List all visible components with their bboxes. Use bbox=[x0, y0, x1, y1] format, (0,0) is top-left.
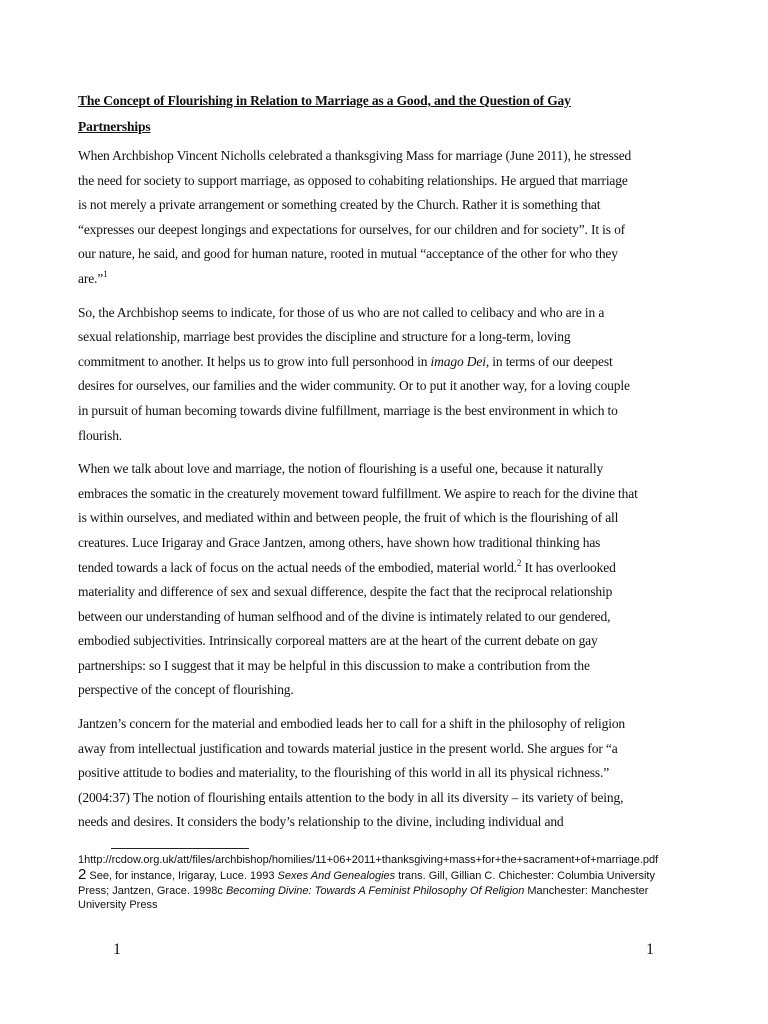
paragraph-3-text-start: When we talk about love and marriage, the notion of flourishing is a useful one, because it naturally embraces the somatic in the creaturely movement toward fulfillment. We aspire to reach for the divine that is within ourselves, and mediated within and between people, the fruit of which is the flourishing of all creatures. Luce Irigaray and Grace Jantzen, among others, have shown how traditional thinking has tended towards a lack of focus on the actual needs of the embodied, material world. bbox=[78, 461, 638, 575]
footnote-ref-1[interactable]: 1 bbox=[103, 268, 108, 279]
footnote-2-italic-title-1: Sexes And Genealogies bbox=[277, 869, 396, 882]
paragraph-1 bbox=[78, 144, 638, 292]
paragraph-3-text-end: It has overlooked materiality and difference of sex and sexual difference, despite the fact that the reciprocal relationship between our understanding of human selfhood and of the divine is intimately related to our gendered, embodied subjectivities. Intrinsically corporeal matters are at the heart of the current debate on gay partnerships: so I suggest that it may be helpful in this discussion to make a contribution from the perspective of the concept of flourishing. bbox=[78, 559, 616, 698]
footnote-2-text-middle: trans. Gill, Gillian C. Chichester: Columbia University Press; Jantzen, Grace. 1998c bbox=[78, 869, 655, 897]
page-number-right: 1 bbox=[646, 941, 654, 958]
paragraph-2-text-end: , in terms of our deepest desires for ourselves, our families and the wider community. Or to put it another way, for a loving couple in pursuit of human becoming towards divine fulfillment, marriage is the best environment in which to flourish. bbox=[78, 353, 630, 443]
paragraph-4-text: Jantzen’s concern for the material and embodied leads her to call for a shift in the philosophy of religion away from intellectual justification and towards material justice in the present world. She argues for “a positive attitude to bodies and materiality, to the flourishing of this world in all its physical richness.” (2004:37) The notion of flourishing entails attention to the body in all its diversity – its variety of being, needs and desires. It considers the body’s relationship to the divine, including individual and bbox=[78, 716, 626, 830]
document-title: The Concept of Flourishing in Relation to Marriage as a Good, and the Question of Gay Partnerships bbox=[78, 93, 571, 134]
paragraph-3 bbox=[78, 457, 638, 703]
paragraph-2-text-start: So, the Archbishop seems to indicate, for those of us who are not called to celibacy and who are in a sexual relationship, marriage best provides the discipline and structure for a long-term, loving commitment to another. It helps us to grow into full personhood in bbox=[78, 304, 605, 369]
footnote-1-number: 1 bbox=[78, 854, 85, 866]
paragraph-2 bbox=[78, 301, 638, 449]
document-body bbox=[78, 88, 638, 844]
footnote-1 bbox=[78, 853, 658, 868]
footnote-1-link[interactable]: http://rcdow.org.uk/att/files/archbishop/homilies/11+06+2011+thanksgiving+mass+for+the+sacrament+of+marriage.pdf bbox=[84, 854, 659, 866]
paragraph-2-italic: imago Dei bbox=[430, 353, 486, 369]
page-number-left: 1 bbox=[113, 941, 121, 958]
footnotes bbox=[78, 853, 658, 913]
footnote-separator bbox=[111, 848, 249, 849]
footnote-2-text-start: See, for instance, Irigaray, Luce. 1993 bbox=[86, 869, 278, 882]
footnote-ref-2[interactable]: 2 bbox=[516, 557, 522, 568]
footnote-2-number: 2 bbox=[78, 865, 87, 883]
footnote-2-text-end: Manchester: Manchester University Press bbox=[78, 884, 649, 912]
paragraph-4 bbox=[78, 712, 638, 835]
footnote-2 bbox=[78, 865, 658, 913]
paragraph-1-text: When Archbishop Vincent Nicholls celebrated a thanksgiving Mass for marriage (June 2011), he stressed the need for society to support marriage, as opposed to cohabiting relationships. He argued that marriage is not merely a private arrangement or something created by the Church. Rather it is something that “expresses our deepest longings and expectations for ourselves, for our children and for society”. It is of our nature, he said, and good for human nature, rooted in mutual “acceptance of the other for who they are.” bbox=[78, 148, 632, 286]
footnote-2-italic-title-2: Becoming Divine: Towards A Feminist Philosophy Of Religion bbox=[225, 884, 525, 897]
